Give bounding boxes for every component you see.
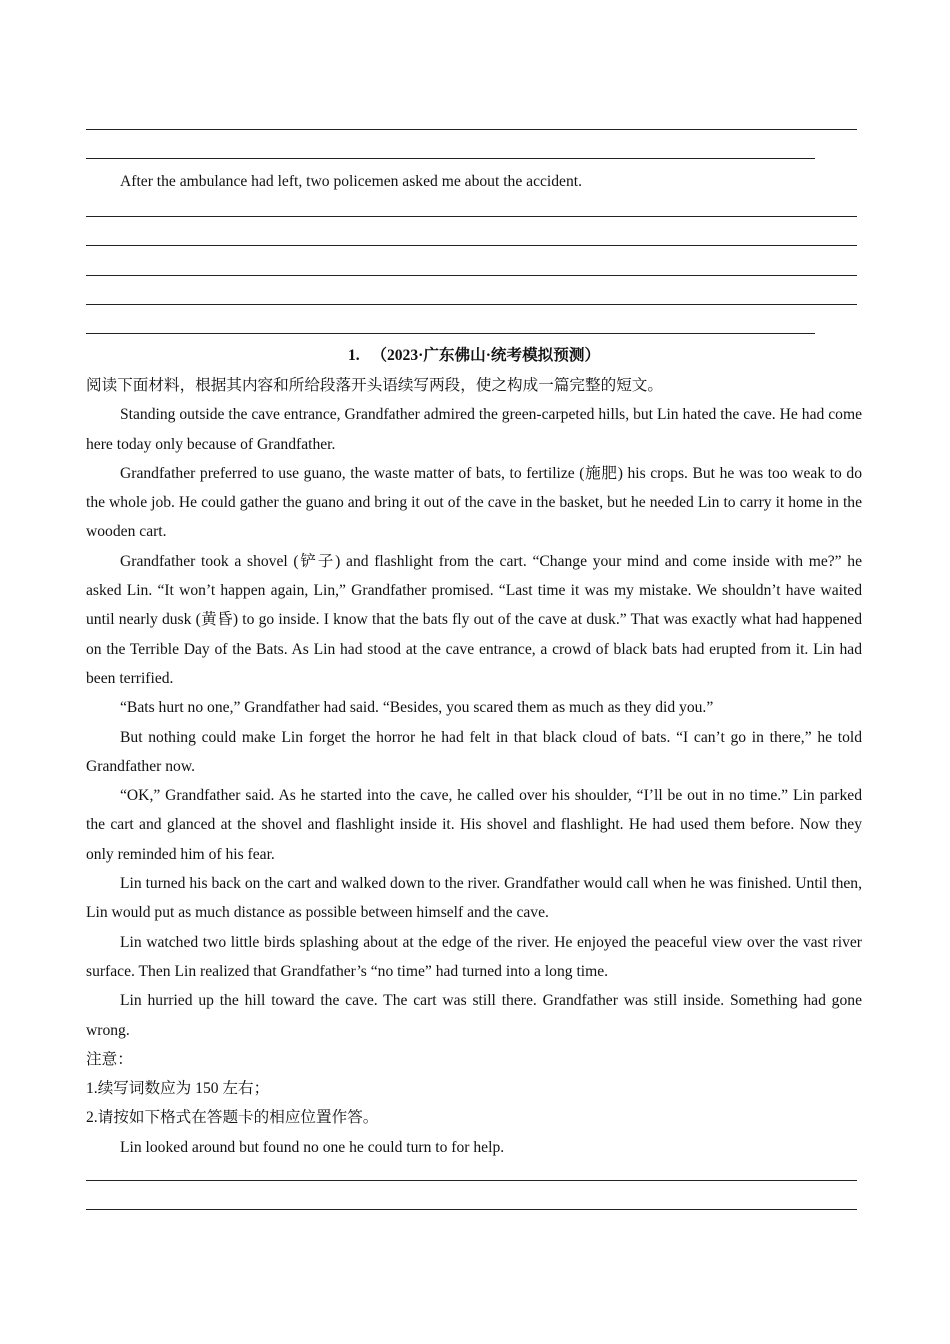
prompt-sentence: After the ambulance had left, two policemen asked me about the accident. — [120, 173, 582, 190]
answer-line — [86, 304, 857, 305]
answer-line — [86, 275, 857, 276]
instruction: 阅读下面材料，根据其内容和所给段落开头语续写两段，使之构成一篇完整的短文。 — [86, 377, 663, 394]
answer-line — [86, 245, 857, 246]
answer-line — [86, 1209, 857, 1210]
note-item: 2.请按如下格式在答题卡的相应位置作答。 — [86, 1109, 379, 1127]
answer-line — [86, 333, 815, 334]
paragraph: Grandfather preferred to use guano, the waste matter of bats, to fertilize (施肥) his crops. But he was too weak to do the whole job. He could gather the guano and bring it out of the cave in the basket, but he needed Lin to carry it home in the wooden cart. — [86, 464, 862, 541]
question-number: 1. — [347, 347, 360, 364]
notes-title: 注意： — [86, 1050, 133, 1068]
prompt-block — [86, 167, 862, 196]
paragraph: Lin hurried up the hill toward the cave. The cart was still there. Grandfather was still inside. Something had gone wrong. — [86, 992, 862, 1039]
note-item: 1.续写词数应为 150 左右； — [86, 1080, 270, 1098]
question-heading — [86, 341, 862, 370]
answer-line — [86, 1180, 857, 1181]
paragraph: Lin turned his back on the cart and walked down to the river. Grandfather would call when he was finished. Until then, Lin would put as much distance as possible between himself and the cave. — [86, 875, 862, 922]
answer-line — [86, 129, 857, 130]
paragraph: Standing outside the cave entrance, Grandfather admired the green-carpeted hills, but Lin hated the cave. He had come here today only because of Grandfather. — [86, 406, 862, 453]
paragraph: “Bats hurt no one,” Grandfather had said. “Besides, you scared them as much as they did you.” — [120, 699, 714, 717]
answer-line — [86, 216, 857, 217]
paragraph: Grandfather took a shovel (铲子) and flashlight from the cart. “Change your mind and come inside with me?” he asked Lin. “It won’t happen again, Lin,” Grandfather promised. “Last time it was my mistake. We shouldn’t have waited until nearly dusk (黄昏) to go inside. I know that the bats fly out of the cave at dusk.” That was exactly what had happened on the Terrible Day of the Bats. As Lin had stood at the cave entrance, a crowd of black bats had erupted from it. Lin had been terrified. — [86, 552, 862, 687]
continuation-start: Lin looked around but found no one he could turn to for help. — [120, 1138, 505, 1156]
answer-line — [86, 158, 815, 159]
paragraph: But nothing could make Lin forget the horror he had felt in that black cloud of bats. “I can’t go in there,” he told Grandfather now. — [86, 728, 862, 775]
paragraph: Lin watched two little birds splashing about at the edge of the river. He enjoyed the peaceful view over the vast river surface. Then Lin realized that Grandfather’s “no time” had turned into a long time. — [86, 933, 862, 980]
paragraph: “OK,” Grandfather said. As he started into the cave, he called over his shoulder, “I’ll be out in no time.” Lin parked the cart and glanced at the shovel and flashlight inside it. His shovel and flashlight. He had used them before. Now they only reminded him of his fear. — [86, 787, 862, 863]
passage — [86, 371, 862, 1162]
question-source: （2023·广东佛山·统考模拟预测） — [371, 347, 601, 364]
